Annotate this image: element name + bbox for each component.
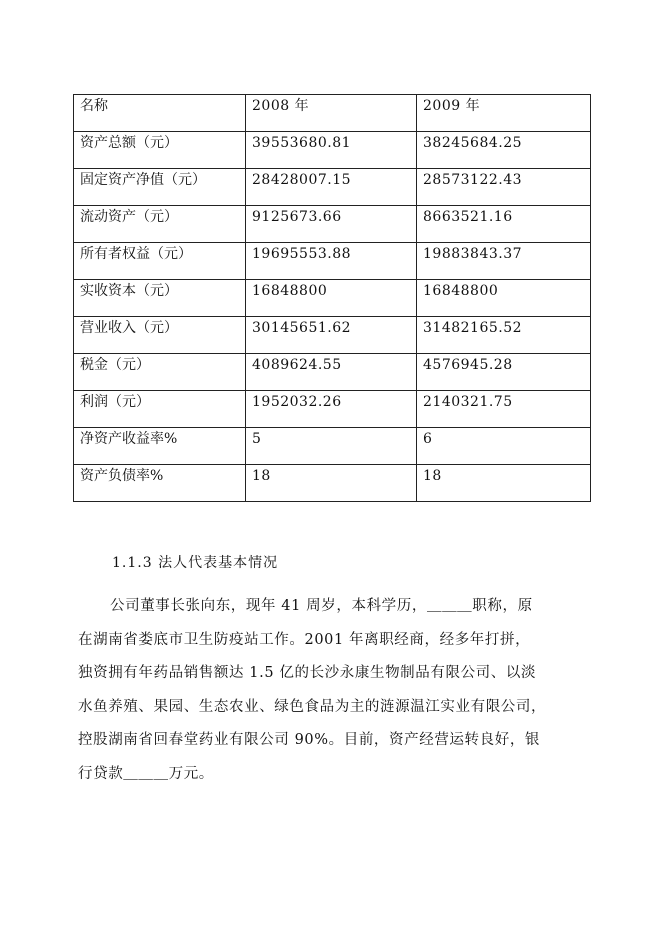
- paragraph-line: 在湖南省娄底市卫生防疫站工作。2001 年离职经商，经多年打拼，: [78, 631, 531, 648]
- table-header-row: [74, 95, 591, 132]
- cell-2008: 39553680.81: [246, 132, 417, 169]
- table-header-cell: 名称: [74, 95, 246, 132]
- table-row: [74, 243, 591, 280]
- row-label: 资产总额（元）: [74, 132, 246, 169]
- cell-2008: 30145651.62: [246, 317, 417, 354]
- paragraph-line: 独资拥有年药品销售额达 1.5 亿的长沙永康生物制品有限公司、以淡: [78, 665, 537, 681]
- cell-2009: 8663521.16: [417, 206, 591, 243]
- paragraph-line: 公司董事长张向东，现年 41 周岁，本科学历，＿＿＿职称，原: [110, 598, 533, 614]
- table-row: [74, 317, 591, 354]
- table-header-cell: 2009 年: [417, 95, 591, 132]
- table-row: [74, 465, 591, 502]
- cell-2008: 18: [246, 465, 417, 502]
- table-row: [74, 132, 591, 169]
- row-label: 实收资本（元）: [74, 280, 246, 317]
- cell-2008: 28428007.15: [246, 169, 417, 206]
- cell-2009: 18: [417, 465, 591, 502]
- cell-2009: 2140321.75: [417, 391, 591, 428]
- row-label: 利润（元）: [74, 391, 246, 428]
- cell-2008: 16848800: [246, 280, 417, 317]
- cell-2008: 1952032.26: [246, 391, 417, 428]
- cell-2009: 19883843.37: [417, 243, 591, 280]
- paragraph-line: 控股湖南省回春堂药业有限公司 90%。目前，资产经营运转良好，银: [78, 732, 541, 748]
- cell-2008: 9125673.66: [246, 206, 417, 243]
- row-label: 净资产收益率%: [74, 428, 246, 465]
- row-label: 资产负债率%: [74, 465, 246, 502]
- cell-2009: 38245684.25: [417, 132, 591, 169]
- table-row: [74, 391, 591, 428]
- cell-2009: 4576945.28: [417, 354, 591, 391]
- cell-2009: 28573122.43: [417, 169, 591, 206]
- section-heading: 1.1.3 法人代表基本情况: [112, 555, 279, 571]
- table-row: [74, 206, 591, 243]
- financial-table: [73, 94, 591, 502]
- cell-2008: 4089624.55: [246, 354, 417, 391]
- cell-2008: 19695553.88: [246, 243, 417, 280]
- cell-2009: 16848800: [417, 280, 591, 317]
- table-row: [74, 280, 591, 317]
- table-row: [74, 169, 591, 206]
- row-label: 固定资产净值（元）: [74, 169, 246, 206]
- row-label: 所有者权益（元）: [74, 243, 246, 280]
- paragraph-line: 水鱼养殖、果园、生态农业、绿色食品为主的涟源温江实业有限公司，: [78, 698, 547, 715]
- section-paragraph: [78, 590, 588, 791]
- row-label: 流动资产（元）: [74, 206, 246, 243]
- cell-2008: 5: [246, 428, 417, 465]
- table-header-cell: 2008 年: [246, 95, 417, 132]
- cell-2009: 6: [417, 428, 591, 465]
- row-label: 营业收入（元）: [74, 317, 246, 354]
- cell-2009: 31482165.52: [417, 317, 591, 354]
- table-row: [74, 354, 591, 391]
- row-label: 税金（元）: [74, 354, 246, 391]
- table-row: [74, 428, 591, 465]
- paragraph-line: 行贷款＿＿＿万元。: [78, 765, 214, 782]
